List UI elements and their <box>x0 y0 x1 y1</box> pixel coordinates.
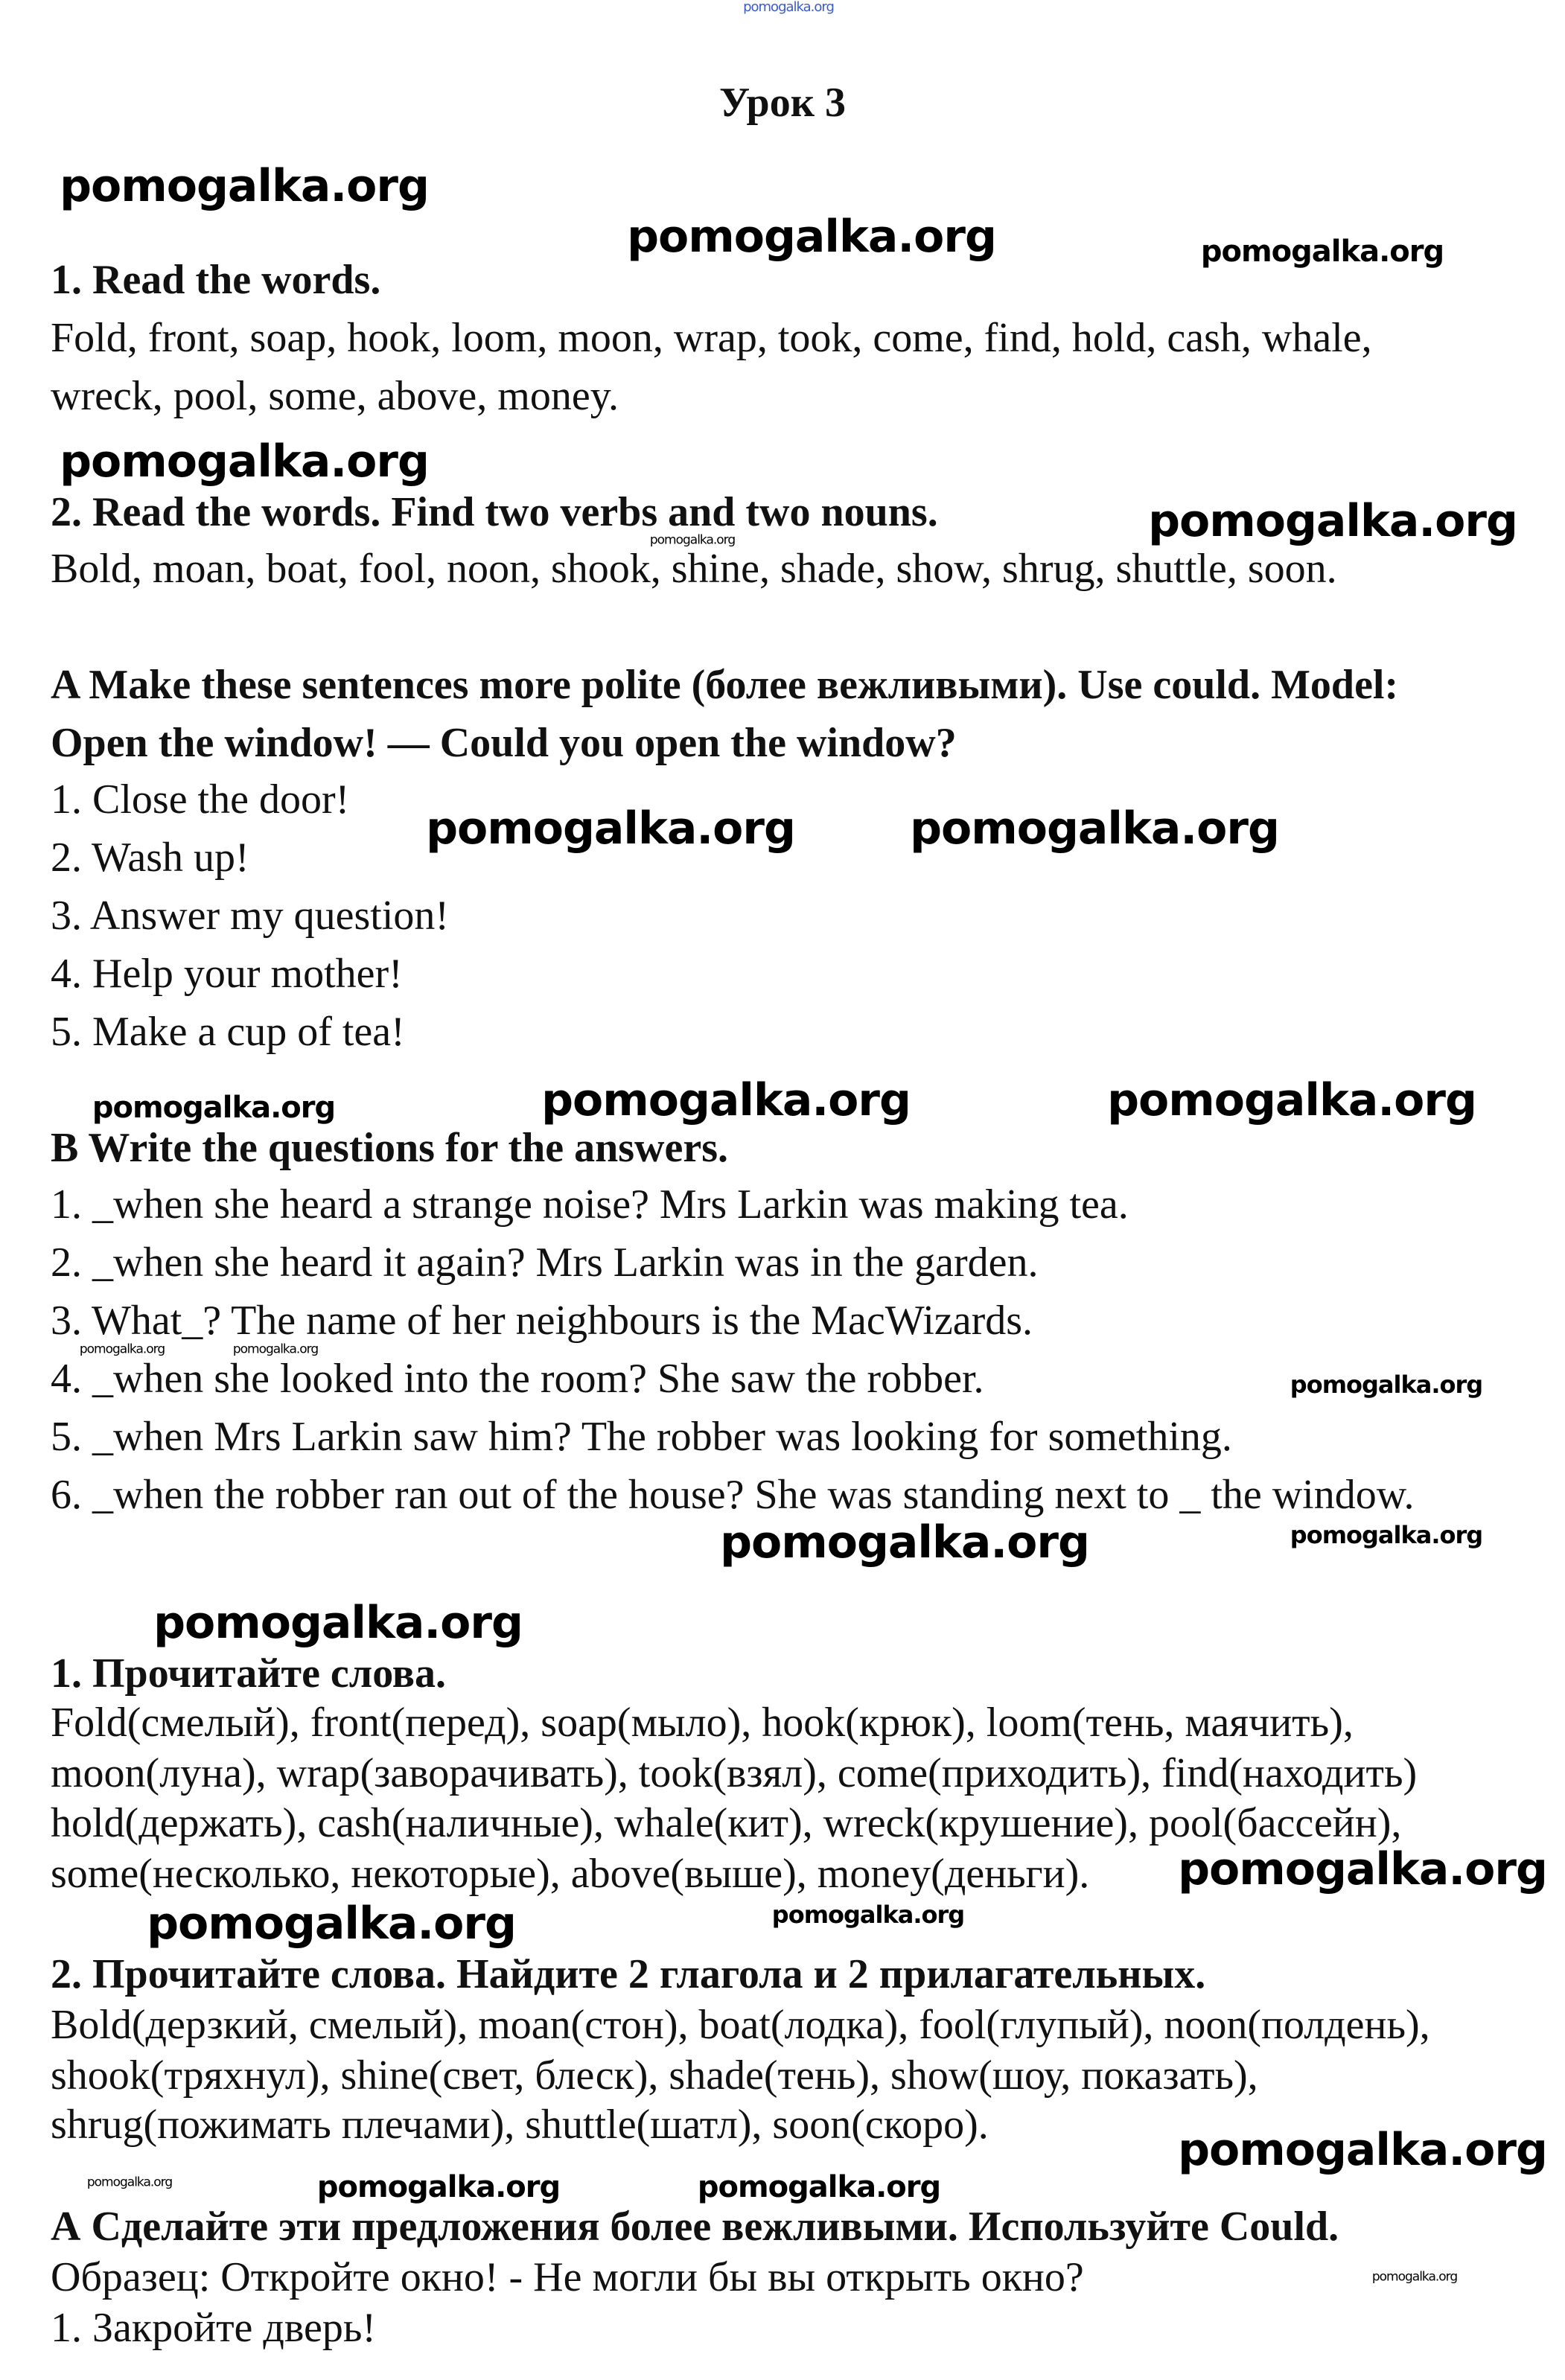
ex2-line: Bold, moan, boat, fool, noon, shook, shine, shade, show, shrug, shuttle, soon. <box>51 546 1337 592</box>
ru-ex2-line: shrug(пожимать плечами), shuttle(шатл), soon(скоро). <box>51 2102 989 2148</box>
watermark: pomogalka.org <box>1107 1074 1476 1126</box>
ru-ex1-line: hold(держать), cash(наличные), whale(кит), wreck(крушение), pool(бассейн), <box>51 1800 1402 1846</box>
watermark: pomogalka.org <box>153 1597 523 1649</box>
exA-heading: Open the window! — Could you open the window? <box>51 720 957 766</box>
exA-item: 4. Help your mother! <box>51 951 403 997</box>
watermark: pomogalka.org <box>426 803 795 855</box>
watermark: pomogalka.org <box>147 1898 516 1950</box>
watermark: pomogalka.org <box>316 2170 561 2204</box>
watermark: pomogalka.org <box>910 803 1279 855</box>
watermark: pomogalka.org <box>79 1341 165 1357</box>
lesson-title: Урок 3 <box>719 80 846 126</box>
watermark: pomogalka.org <box>627 211 996 263</box>
watermark: pomogalka.org <box>1148 495 1517 547</box>
watermark: pomogalka.org <box>1178 2124 1547 2176</box>
watermark: pomogalka.org <box>232 1341 319 1357</box>
watermark: pomogalka.org <box>1178 1843 1547 1895</box>
exB-item: 4. _when she looked into the room? She saw the robber. <box>51 1356 984 1402</box>
watermark: pomogalka.org <box>1371 2269 1458 2285</box>
exA-item: 1. Close the door! <box>51 776 350 823</box>
ex1-heading: 1. Read the words. <box>51 257 381 303</box>
ru-exA-line: Образец: Откройте окно! - Не могли бы вы открыть окно? <box>51 2254 1084 2300</box>
exB-item: 5. _when Mrs Larkin saw him? The robber was looking for something. <box>51 1414 1232 1460</box>
ru-ex2-line: shook(тряхнул), shine(свет, блеск), shade(тень), show(шоу, показать), <box>51 2052 1258 2099</box>
watermark: pomogalka.org <box>771 1901 965 1929</box>
exA-item: 2. Wash up! <box>51 835 249 881</box>
watermark: pomogalka.org <box>1200 235 1444 269</box>
exA-item: 5. Make a cup of tea! <box>51 1009 405 1055</box>
ru-ex1-line: some(несколько, некоторые), above(выше), money(деньги). <box>51 1851 1090 1897</box>
exA-item: 3. Answer my question! <box>51 893 450 939</box>
ru-ex2-line: Bold(дерзкий, смелый), moan(стон), boat(лодка), fool(глупый), noon(полдень), <box>51 2002 1430 2048</box>
watermark: pomogalka.org <box>697 2170 941 2204</box>
ex1-line: wreck, pool, some, above, money. <box>51 373 619 419</box>
watermark-top: pomogalka.org <box>743 0 834 15</box>
ru-exA-heading: А Сделайте эти предложения более вежливыми. Используйте Could. <box>51 2204 1339 2250</box>
ru-ex1-line: moon(луна), wrap(заворачивать), took(взял), come(приходить), find(находить) <box>51 1750 1418 1796</box>
exB-heading: B Write the questions for the answers. <box>51 1125 728 1171</box>
watermark: pomogalka.org <box>86 2175 173 2190</box>
exB-item: 2. _when she heard it again? Mrs Larkin was in the garden. <box>51 1240 1039 1286</box>
exA-heading: A Make these sentences more polite (более вежливыми). Use could. Model: <box>51 662 1399 708</box>
ru-exA-line: 1. Закройте дверь! <box>51 2305 377 2351</box>
exB-item: 1. _when she heard a strange noise? Mrs Larkin was making tea. <box>51 1181 1129 1228</box>
ex2-heading: 2. Read the words. Find two verbs and two nouns. <box>51 489 938 535</box>
watermark: pomogalka.org <box>1290 1371 1483 1399</box>
exB-item: 3. What_? The name of her neighbours is the MacWizards. <box>51 1298 1033 1344</box>
watermark: pomogalka.org <box>60 436 429 488</box>
exB-item: 6. _when the robber ran out of the house? She was standing next to _ the window. <box>51 1472 1415 1518</box>
watermark: pomogalka.org <box>1290 1521 1483 1549</box>
watermark: pomogalka.org <box>720 1516 1089 1569</box>
watermark: pomogalka.org <box>541 1074 911 1126</box>
ru-ex1-line: Fold(смелый), front(перед), soap(мыло), hook(крюк), loom(тень, маячить), <box>51 1700 1354 1746</box>
watermark: pomogalka.org <box>60 160 429 212</box>
ru-ex1-heading: 1. Прочитайте слова. <box>51 1650 447 1697</box>
ru-ex2-heading: 2. Прочитайте слова. Найдите 2 глагола и 2 прилагательных. <box>51 1951 1206 1997</box>
watermark: pomogalka.org <box>649 532 736 548</box>
ex1-line: Fold, front, soap, hook, loom, moon, wrap, took, come, find, hold, cash, whale, <box>51 315 1372 361</box>
watermark: pomogalka.org <box>92 1091 336 1125</box>
